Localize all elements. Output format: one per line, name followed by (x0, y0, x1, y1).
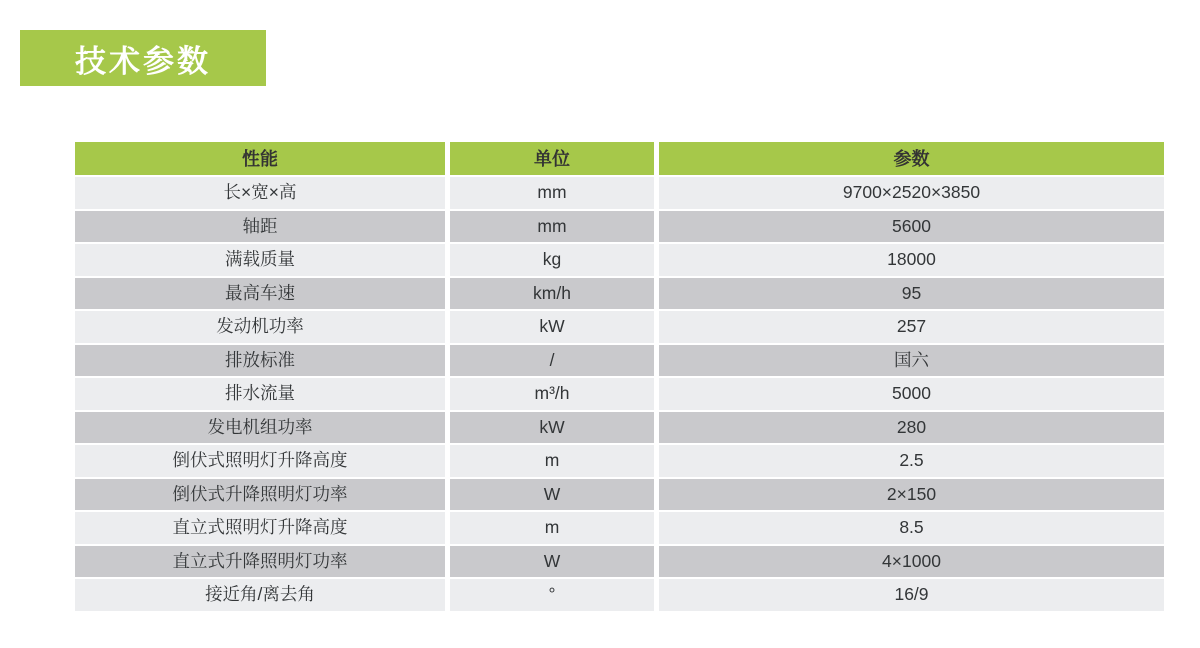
header-performance: 性能 (75, 142, 445, 175)
cell-parameter: 280 (659, 412, 1164, 444)
cell-unit: mm (450, 177, 654, 209)
table-body (75, 177, 1164, 611)
cell-parameter: 257 (659, 311, 1164, 343)
cell-unit: mm (450, 211, 654, 243)
page-title-text: 技术参数 (75, 43, 211, 79)
header-parameter: 参数 (659, 142, 1164, 175)
cell-parameter: 5600 (659, 211, 1164, 243)
cell-unit: m (450, 445, 654, 477)
table-row (75, 579, 1164, 611)
table-row (75, 546, 1164, 578)
cell-performance: 接近角/离去角 (75, 579, 445, 611)
cell-unit: / (450, 345, 654, 377)
table-row (75, 479, 1164, 511)
cell-unit: kW (450, 412, 654, 444)
cell-unit: W (450, 479, 654, 511)
cell-performance: 最高车速 (75, 278, 445, 310)
table-row (75, 345, 1164, 377)
cell-parameter: 9700×2520×3850 (659, 177, 1164, 209)
cell-parameter: 国六 (659, 345, 1164, 377)
cell-performance: 排放标准 (75, 345, 445, 377)
cell-parameter: 8.5 (659, 512, 1164, 544)
header-unit: 单位 (450, 142, 654, 175)
cell-performance: 发动机功率 (75, 311, 445, 343)
spec-table (75, 142, 1164, 613)
page-title (20, 30, 266, 86)
cell-unit: m³/h (450, 378, 654, 410)
cell-parameter: 95 (659, 278, 1164, 310)
cell-parameter: 2×150 (659, 479, 1164, 511)
table-row (75, 311, 1164, 343)
table-row (75, 177, 1164, 209)
cell-performance: 轴距 (75, 211, 445, 243)
cell-unit: ° (450, 579, 654, 611)
cell-unit: W (450, 546, 654, 578)
cell-performance: 满载质量 (75, 244, 445, 276)
cell-performance: 倒伏式升降照明灯功率 (75, 479, 445, 511)
cell-parameter: 18000 (659, 244, 1164, 276)
cell-performance: 倒伏式照明灯升降高度 (75, 445, 445, 477)
table-row (75, 278, 1164, 310)
table-row (75, 211, 1164, 243)
cell-unit: kg (450, 244, 654, 276)
cell-parameter: 4×1000 (659, 546, 1164, 578)
table-row (75, 244, 1164, 276)
table-header-row (75, 142, 1164, 175)
cell-unit: m (450, 512, 654, 544)
cell-parameter: 2.5 (659, 445, 1164, 477)
cell-parameter: 5000 (659, 378, 1164, 410)
cell-performance: 直立式升降照明灯功率 (75, 546, 445, 578)
cell-performance: 长×宽×高 (75, 177, 445, 209)
table-row (75, 512, 1164, 544)
cell-parameter: 16/9 (659, 579, 1164, 611)
table-row (75, 445, 1164, 477)
table-row (75, 378, 1164, 410)
cell-unit: kW (450, 311, 654, 343)
table-row (75, 412, 1164, 444)
cell-performance: 排水流量 (75, 378, 445, 410)
cell-unit: km/h (450, 278, 654, 310)
cell-performance: 发电机组功率 (75, 412, 445, 444)
cell-performance: 直立式照明灯升降高度 (75, 512, 445, 544)
